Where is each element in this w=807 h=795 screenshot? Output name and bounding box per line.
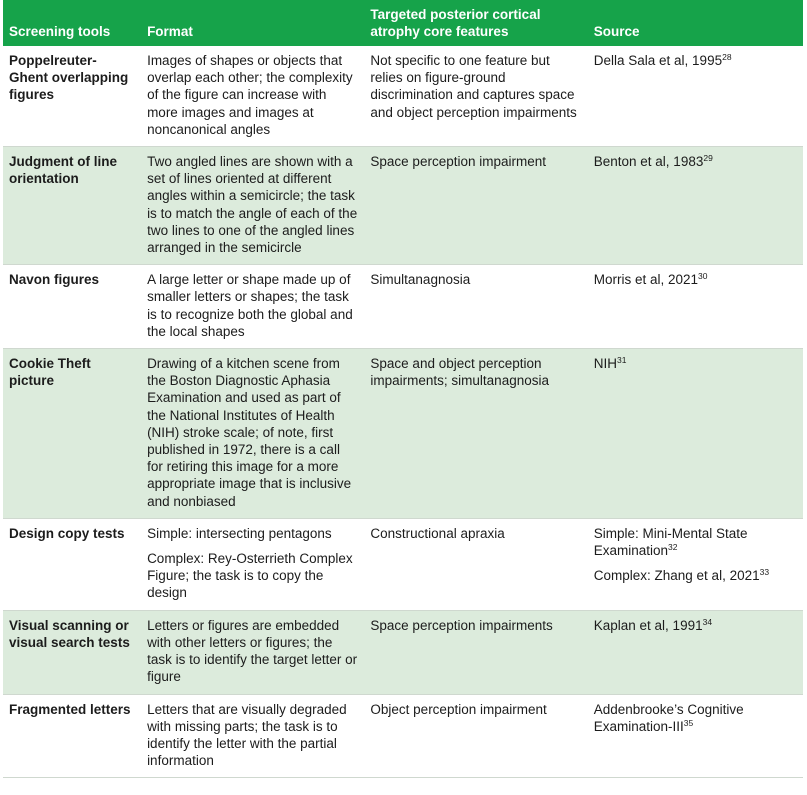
tool-format: Letters that are visually degraded with missing parts; the task is to identify the letter with the partial information <box>147 701 347 769</box>
reference-number: 30 <box>698 271 708 282</box>
tool-name: Cookie Theft picture <box>3 349 141 519</box>
reference-number: 35 <box>683 717 694 728</box>
screening-tools-table <box>3 0 803 778</box>
tool-source <box>588 265 803 349</box>
source-complex <box>594 567 797 584</box>
source-text: Della Sala et al, 1995 <box>593 53 723 68</box>
tool-source <box>588 349 803 519</box>
tool-format: Images of shapes or objects that overlap each other; the complexity of the figure can increase with more images and images at noncanonical angles <box>147 53 353 137</box>
header-core-features: Targeted posterior cortical atrophy core features <box>364 0 587 46</box>
tool-format: Two angled lines are shown with a set of lines oriented at different angles within a semicircle; the task is to match the angle of each of the two lines to one of the angled lines arranged in the semicircle <box>141 147 364 265</box>
reference-number: 34 <box>702 616 713 627</box>
table-row <box>3 46 803 147</box>
tool-format <box>141 518 364 610</box>
tool-features: Not specific to one feature but relies on figure-ground discrimination and captures space and object perception impairments <box>370 53 577 120</box>
tool-features: Constructional apraxia <box>370 525 505 541</box>
header-format: Format <box>141 0 364 46</box>
source-text: Morris et al, 2021 <box>593 272 699 288</box>
format-simple: Simple: intersecting pentagons <box>147 525 332 541</box>
header-screening-tools: Screening tools <box>3 0 141 46</box>
tool-name: Visual scanning or visual search tests <box>3 610 141 694</box>
tool-source <box>588 46 803 147</box>
source-text: Kaplan et al, 1991 <box>593 617 703 633</box>
tool-features: Space perception impairments <box>364 610 587 694</box>
tool-name: Fragmented letters <box>9 701 131 717</box>
tool-features: Object perception impairment <box>370 701 547 717</box>
table-row <box>3 349 803 519</box>
table-row <box>3 610 803 694</box>
tool-name: Design copy tests <box>9 525 125 541</box>
table-row <box>3 694 803 778</box>
tool-features: Space perception impairment <box>364 147 587 265</box>
tool-format: Drawing of a kitchen scene from the Boston Diagnostic Aphasia Examination and used as part of the National Institutes of Health (NIH) stroke scale; of note, first published in 1972, there is a call for retiring this image for a more appropriate image that is inclusive and nonbiased <box>141 349 364 519</box>
source-text: Complex: Zhang et al, 2021 <box>593 568 760 584</box>
tool-format: Letters or figures are embedded with other letters or figures; the task is to identify the target letter or figure <box>141 610 364 694</box>
tool-name: Judgment of line orientation <box>3 147 141 265</box>
source-text: Benton et al, 1983 <box>593 154 704 170</box>
format-complex: Complex: Rey-Osterrieth Complex Figure; the task is to copy the design <box>147 551 353 601</box>
reference-number: 32 <box>668 542 678 553</box>
header-source: Source <box>588 0 803 46</box>
tool-name: Poppelreuter-Ghent overlapping figures <box>9 53 129 103</box>
source-text: Simple: Mini-Mental State Examination <box>593 525 748 559</box>
source-simple <box>594 525 797 559</box>
tool-format: A large letter or shape made up of smaller letters or shapes; the task is to recognize both the global and the local shapes <box>147 272 353 339</box>
tool-features: Space and object perception impairments; simultanagnosia <box>364 349 587 519</box>
tool-source <box>588 147 803 265</box>
reference-number: 31 <box>617 355 627 366</box>
tool-features: Simultanagnosia <box>370 272 471 288</box>
header-row <box>3 0 803 46</box>
tool-source <box>588 518 803 610</box>
source-text: Addenbrooke’s Cognitive Examination-III <box>593 701 744 734</box>
table-row <box>3 265 803 349</box>
reference-number: 29 <box>703 153 713 164</box>
tool-name: Navon figures <box>9 272 100 288</box>
tool-source <box>588 610 803 694</box>
source-text: NIH <box>593 356 617 372</box>
reference-number: 28 <box>722 52 732 62</box>
reference-number: 33 <box>759 567 770 578</box>
tool-source <box>588 694 803 778</box>
table-row <box>3 147 803 265</box>
table-row <box>3 518 803 610</box>
